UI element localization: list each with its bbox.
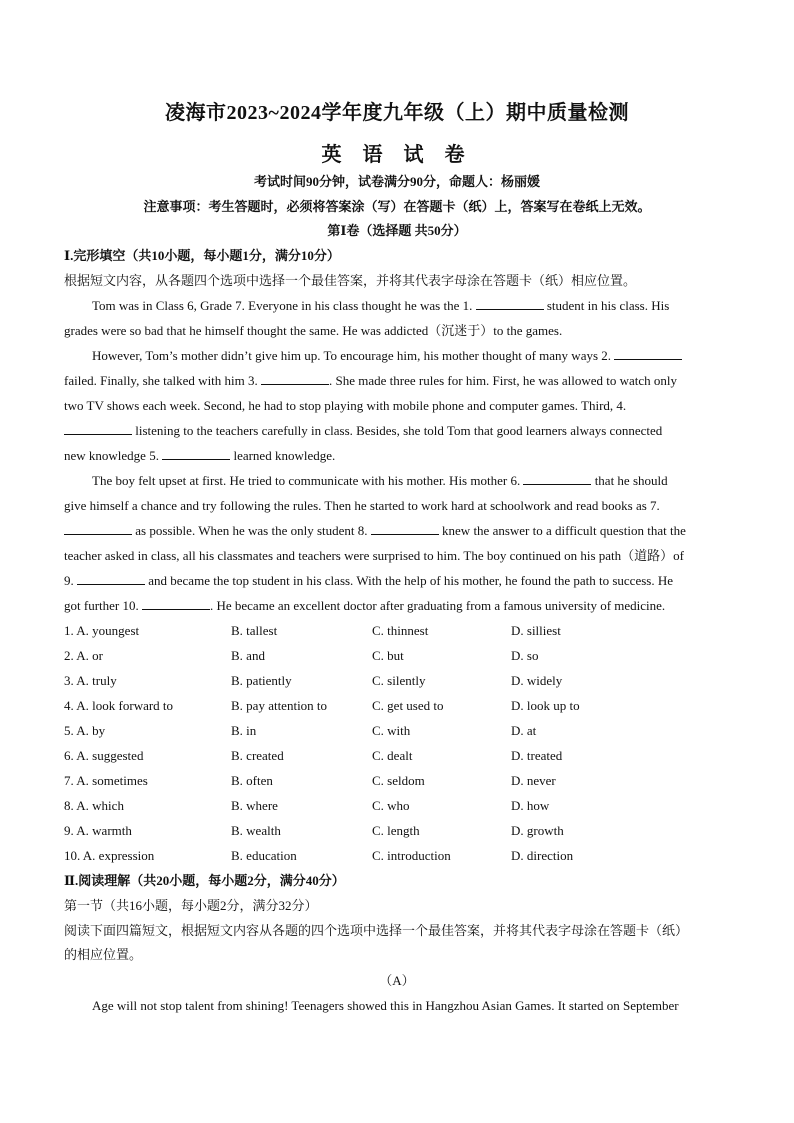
option-c[interactable]: C. get used to	[372, 698, 444, 713]
option-a[interactable]: 8. A. which	[64, 798, 124, 813]
option-b[interactable]: B. where	[231, 798, 278, 813]
passage-label: （A）	[379, 973, 415, 988]
option-c[interactable]: C. who	[372, 798, 410, 813]
option-c[interactable]: C. introduction	[372, 848, 451, 863]
answer-blank	[476, 297, 544, 310]
answer-blank	[614, 347, 682, 360]
option-b[interactable]: B. often	[231, 773, 273, 788]
cloze-line: two TV shows each week. Second, he had to stop playing with mobile phone and computer games. Third, 4.	[64, 398, 627, 413]
passage-text: Age will not stop talent from shining! Teenagers showed this in Hangzhou Asian Games. It started on September	[92, 998, 679, 1013]
cloze-line: got further 10. . He became an excellent doctor after graduating from a famous university of medicine.	[64, 598, 666, 613]
option-a[interactable]: 10. A. expression	[64, 848, 155, 863]
option-a[interactable]: 1. A. youngest	[64, 623, 140, 638]
cloze-line: grades were so bad that he himself thought the same. He was addicted（沉迷于）to the games.	[64, 323, 563, 338]
option-c[interactable]: C. dealt	[372, 748, 413, 763]
section2-instruction-cont: 的相应位置。	[64, 947, 143, 962]
option-b[interactable]: B. education	[231, 848, 297, 863]
option-a[interactable]: 7. A. sometimes	[64, 773, 148, 788]
cloze-line: new knowledge 5. learned knowledge.	[64, 448, 336, 463]
option-d[interactable]: D. at	[511, 723, 537, 738]
answer-blank	[77, 572, 145, 585]
exam-title: 凌海市2023~2024学年度九年级（上）期中质量检测	[165, 102, 629, 124]
option-a[interactable]: 4. A. look forward to	[64, 698, 174, 713]
option-d[interactable]: D. so	[511, 648, 539, 663]
option-c[interactable]: C. but	[372, 648, 404, 663]
option-c[interactable]: C. silently	[372, 673, 426, 688]
cloze-line: give himself a chance and try following the rules. Then he started to work hard at schoolwork and read books as 7.	[64, 498, 660, 513]
option-a[interactable]: 6. A. suggested	[64, 748, 144, 763]
option-d[interactable]: D. growth	[511, 823, 564, 838]
option-d[interactable]: D. look up to	[511, 698, 580, 713]
option-a[interactable]: 9. A. warmth	[64, 823, 132, 838]
answer-blank	[142, 597, 210, 610]
option-b[interactable]: B. tallest	[231, 623, 278, 638]
cloze-line: Tom was in Class 6, Grade 7. Everyone in his class thought he was the 1. student in his class. His	[92, 298, 670, 313]
option-c[interactable]: C. with	[372, 723, 411, 738]
option-c[interactable]: C. thinnest	[372, 623, 429, 638]
section2-heading: Ⅱ.阅读理解（共20小题，每小题2分，满分40分）	[64, 873, 345, 888]
answer-blank	[523, 472, 591, 485]
option-b[interactable]: B. created	[231, 748, 284, 763]
exam-info: 考试时间90分钟，试卷满分90分，命题人：杨丽媛	[253, 174, 540, 189]
option-d[interactable]: D. never	[511, 773, 556, 788]
option-b[interactable]: B. pay attention to	[231, 698, 328, 713]
section1-heading: Ⅰ.完形填空（共10小题，每小题1分，满分10分）	[64, 248, 340, 263]
cloze-line: 9. and became the top student in his class. With the help of his mother, he found the path to success. He	[64, 573, 673, 588]
cloze-line: However, Tom’s mother didn’t give him up. To encourage him, his mother thought of many ways 2.	[64, 347, 732, 365]
cloze-line: as possible. When he was the only student 8. knew the answer to a difficult question that the	[64, 522, 732, 540]
option-a[interactable]: 5. A. by	[64, 723, 106, 738]
section2-instruction: 阅读下面四篇短文，根据短文内容从各题的四个选项中选择一个最佳答案，并将其代表字母涂在答题卡（纸）	[64, 923, 689, 938]
section1-instruction: 根据短文内容，从各题四个选项中选择一个最佳答案，并将其代表字母涂在答题卡（纸）相应位置。	[64, 273, 637, 288]
option-d[interactable]: D. direction	[511, 848, 574, 863]
cloze-line: listening to the teachers carefully in class. Besides, she told Tom that good learners always connected	[64, 422, 732, 440]
option-c[interactable]: C. seldom	[372, 773, 425, 788]
option-a[interactable]: 3. A. truly	[64, 673, 117, 688]
option-c[interactable]: C. length	[372, 823, 420, 838]
option-b[interactable]: B. patiently	[231, 673, 292, 688]
answer-blank	[64, 422, 132, 435]
option-d[interactable]: D. how	[511, 798, 550, 813]
answer-blank	[371, 522, 439, 535]
cloze-line: The boy felt upset at first. He tried to communicate with his mother. His mother 6. that he should	[92, 473, 668, 488]
cloze-line: failed. Finally, she talked with him 3. . She made three rules for him. First, he was allowed to watch only	[64, 373, 678, 388]
option-b[interactable]: B. in	[231, 723, 257, 738]
option-a[interactable]: 2. A. or	[64, 648, 103, 663]
answer-blank	[64, 522, 132, 535]
exam-subject: 英 语 试 卷	[321, 144, 473, 166]
exam-notice: 注意事项：考生答题时，必须将答案涂（写）在答题卡（纸）上，答案写在卷纸上无效。	[143, 199, 651, 214]
option-d[interactable]: D. silliest	[511, 623, 561, 638]
option-b[interactable]: B. wealth	[231, 823, 281, 838]
option-d[interactable]: D. treated	[511, 748, 563, 763]
option-b[interactable]: B. and	[231, 648, 265, 663]
volume-heading: 第Ⅰ卷（选择题 共50分）	[327, 223, 467, 238]
option-d[interactable]: D. widely	[511, 673, 563, 688]
answer-blank	[162, 447, 230, 460]
answer-blank	[261, 372, 329, 385]
section2-part: 第一节（共16小题，每小题2分，满分32分）	[64, 898, 318, 913]
cloze-line: teacher asked in class, all his classmates and teachers were surprised to him. The boy continued on his path（道路）of	[64, 548, 684, 563]
